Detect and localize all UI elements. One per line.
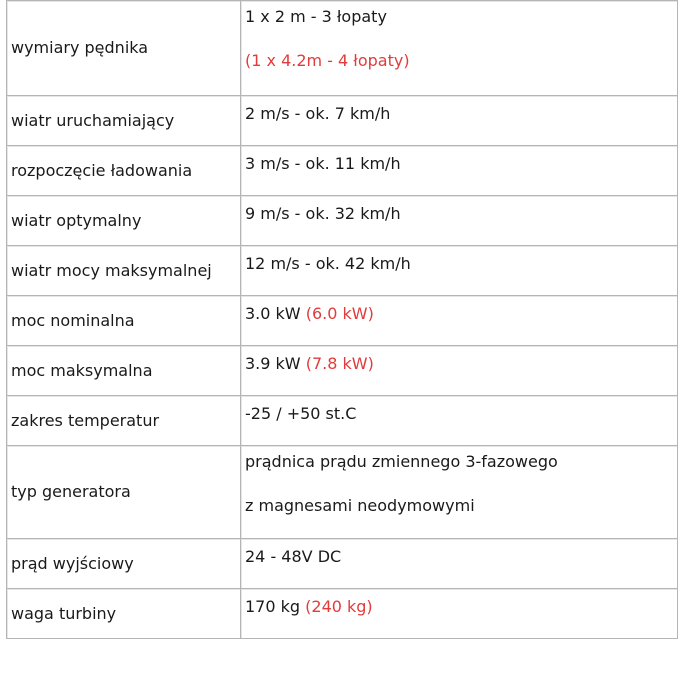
table-row — [7, 296, 678, 346]
value-line — [245, 452, 673, 472]
value-text: -25 / +50 st.C — [245, 404, 357, 423]
value-text: 3.0 kW — [245, 304, 306, 323]
value-text: 24 - 48V DC — [245, 547, 342, 566]
table-row — [7, 539, 678, 589]
table-row — [7, 589, 678, 639]
table-row — [7, 1, 678, 96]
spec-table — [6, 0, 678, 639]
table-row — [7, 246, 678, 296]
row-value — [241, 246, 678, 296]
value-text: 170 kg — [245, 597, 306, 616]
row-label: rozpoczęcie ładowania — [7, 146, 241, 196]
table-row — [7, 446, 678, 539]
value-highlight: (1 x 4.2m - 4 łopaty) — [245, 51, 410, 70]
value-text: 9 m/s - ok. 32 km/h — [245, 204, 401, 223]
row-value — [241, 346, 678, 396]
value-text: 1 x 2 m - 3 łopaty — [245, 7, 387, 26]
row-label: wiatr uruchamiający — [7, 96, 241, 146]
value-highlight: (240 kg) — [305, 597, 373, 616]
value-text: 12 m/s - ok. 42 km/h — [245, 254, 411, 273]
row-value — [241, 539, 678, 589]
row-value — [241, 589, 678, 639]
value-line — [245, 7, 673, 27]
value-text: 2 m/s - ok. 7 km/h — [245, 104, 391, 123]
table-row — [7, 96, 678, 146]
row-label: waga turbiny — [7, 589, 241, 639]
table-row — [7, 196, 678, 246]
row-label: typ generatora — [7, 446, 241, 539]
table-row — [7, 146, 678, 196]
value-text: 3.9 kW — [245, 354, 306, 373]
row-value — [241, 1, 678, 96]
value-text: z magnesami neodymowymi — [245, 496, 475, 515]
row-value — [241, 396, 678, 446]
table-row — [7, 346, 678, 396]
value-line — [245, 496, 673, 516]
table-row — [7, 396, 678, 446]
row-label: wiatr optymalny — [7, 196, 241, 246]
row-value — [241, 146, 678, 196]
row-label: moc nominalna — [7, 296, 241, 346]
row-label: wymiary pędnika — [7, 1, 241, 96]
row-label: moc maksymalna — [7, 346, 241, 396]
row-value — [241, 446, 678, 539]
row-value — [241, 196, 678, 246]
row-value — [241, 96, 678, 146]
value-highlight: (6.0 kW) — [305, 304, 374, 323]
row-value — [241, 296, 678, 346]
row-label: prąd wyjściowy — [7, 539, 241, 589]
row-label: wiatr mocy maksymalnej — [7, 246, 241, 296]
value-line — [245, 51, 673, 71]
value-highlight: (7.8 kW) — [305, 354, 374, 373]
value-text: 3 m/s - ok. 11 km/h — [245, 154, 401, 173]
row-label: zakres temperatur — [7, 396, 241, 446]
value-text: prądnica prądu zmiennego 3-fazowego — [245, 452, 558, 471]
